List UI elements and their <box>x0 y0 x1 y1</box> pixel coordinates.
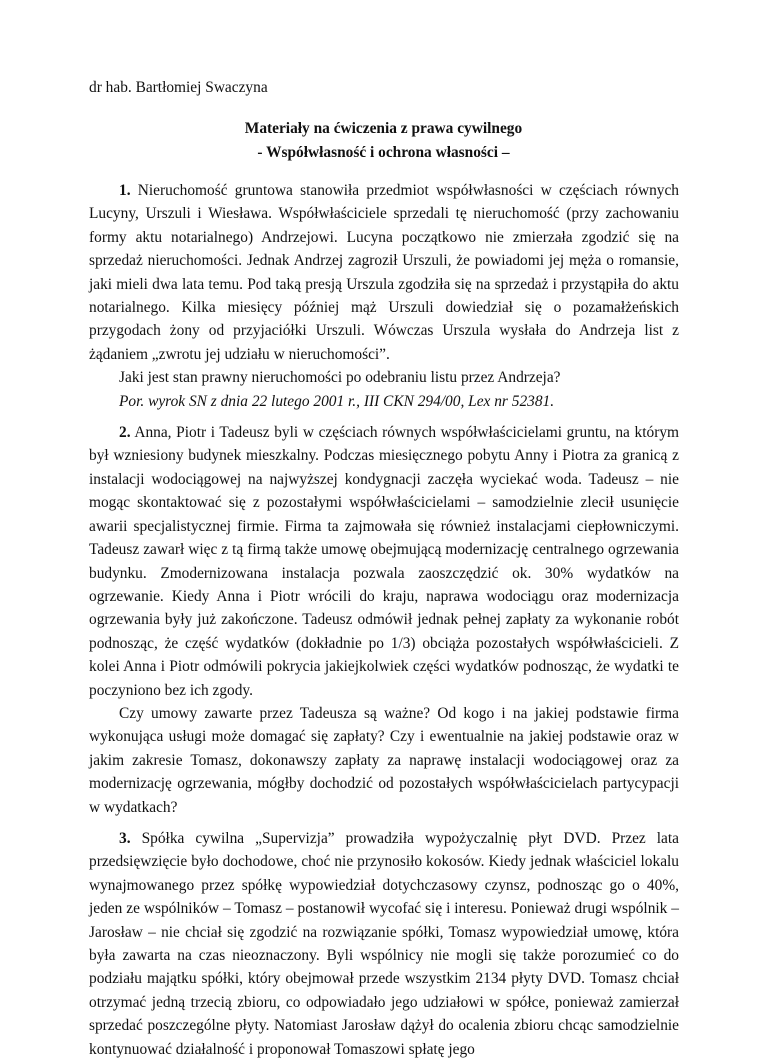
case-2-paragraph <box>89 421 679 702</box>
case-2-question: Czy umowy zawarte przez Tadeusza są ważne? Od kogo i na jakiej podstawie firma wykonująca usługi może domagać się zapłaty? Czy i ewentualnie na jakiej podstawie oraz w jakim zakresie Tomasz, dokonawszy zapłaty za naprawę instalacji wodociągowej oraz za modernizację ogrzewania, mógłby dochodzić od pozostałych współwłaścicielach partycypacji w wydatkach? <box>89 704 679 816</box>
document-title <box>89 117 678 164</box>
case-1-text: Nieruchomość gruntowa stanowiła przedmiot współwłasności w częściach równych Lucyny, Urszuli i Wiesława. Współwłaściciele sprzedali tę nieruchomość (przy zachowaniu formy aktu notarialnego) Andrzejowi. Lucyna początkowo nie zmierzała zgodzić się na sprzedaż nieruchomości. Jednak Andrzej zagroził Urszuli, że powiadomi jej męża o romansie, jaki mieli dwa lata temu. Pod taką presją Urszula zgodziła się na sprzedaż i przystąpiła do aktu notarialnego. Kilka miesięcy później mąż Urszuli dowiedział się o pozamałżeńskich przygodach żony od przyjaciółki Urszuli. Wówczas Urszula wysłała do Andrzeja list z żądaniem „zwrotu jej udziału w nieruchomości”. <box>89 182 679 363</box>
title-line-2: - Współwłasność i ochrona własności – <box>257 143 510 161</box>
case-3-number: 3. <box>119 829 131 847</box>
case-3-paragraph <box>89 827 679 1061</box>
title-line-1: Materiały na ćwiczenia z prawa cywilnego <box>244 120 523 137</box>
case-1-number: 1. <box>119 182 131 199</box>
case-1-reference: Por. wyrok SN z dnia 22 lutego 2001 r., III CKN 294/00, Lex nr 52381. <box>119 392 555 410</box>
document-body <box>89 179 679 1061</box>
case-3-text: Spółka cywilna „Supervizja” prowadziła wypożyczalnię płyt DVD. Przez lata przedsięwzięcie było dochodowe, choć nie przynosiło kokosów. Kiedy jednak właściciel lokalu wynajmowanego przez spółkę wypowiedział dotychczasowy czynsz, podnosząc go o 40%, jeden ze wspólników – Tomasz – postanowił wycofać się i interesu. Ponieważ drugi wspólnik – Jarosław – nie chciał się zgodzić na rozwiązanie spółki, Tomasz wypowiedział umowę, która była zawarta na czas nieoznaczony. Byli wspólnicy nie mogli się także porozumieć co do podziału majątku spółki, który obejmował przede wszystkim 2134 płyty DVD. Tomasz chciał otrzymać jedną trzecią zbioru, co odpowiadało jego udziałowi w spółce, ponieważ zamierzał sprzedać poszczególne płyty. Natomiast Jarosław dążył do ocalenia zbioru chcąc samodzielnie kontynuować działalność i proponował Tomaszowi spłatę jego <box>89 829 679 1058</box>
case-1-question: Jaki jest stan prawny nieruchomości po odebraniu listu przez Andrzeja? <box>119 369 561 387</box>
case-2-text: Anna, Piotr i Tadeusz byli w częściach równych współwłaścicielami gruntu, na którym był wzniesiony budynek mieszkalny. Podczas miesięcznego pobytu Anny i Piotra za granicą z instalacji wodociągowej na najwyższej kondygnacji zaczęła wyciekać woda. Tadeusz – nie mogąc skontaktować się z pozostałymi współwłaścicielami – samodzielnie zlecił usunięcie awarii specjalistycznej firmie. Firma ta zajmowała się również instalacjami ciepłowniczymi. Tadeusz zawarł więc z tą firmą także umowę obejmującą modernizację centralnego ogrzewania budynku. Zmodernizowana instalacja pozwala zaoszczędzić ok. 30% wydatków na ogrzewanie. Kiedy Anna i Piotr wrócili do kraju, naprawa wodociągu oraz modernizacja ogrzewania były już zakończone. Tadeusz odmówił jednak pełnej zapłaty za wykonanie robót podnosząc, że część wydatków (dokładnie po 1/3) obciąża pozostałych współwłaścicieli. Z kolei Anna i Piotr odmówili pokrycia jakiejkolwiek części wydatków podnosząc, że wydatki te poczyniono bez ich zgody. <box>89 424 679 699</box>
case-1-paragraph <box>89 179 679 366</box>
author-line: dr hab. Bartłomiej Swaczyna <box>89 79 268 96</box>
case-2-number: 2. <box>119 424 131 442</box>
